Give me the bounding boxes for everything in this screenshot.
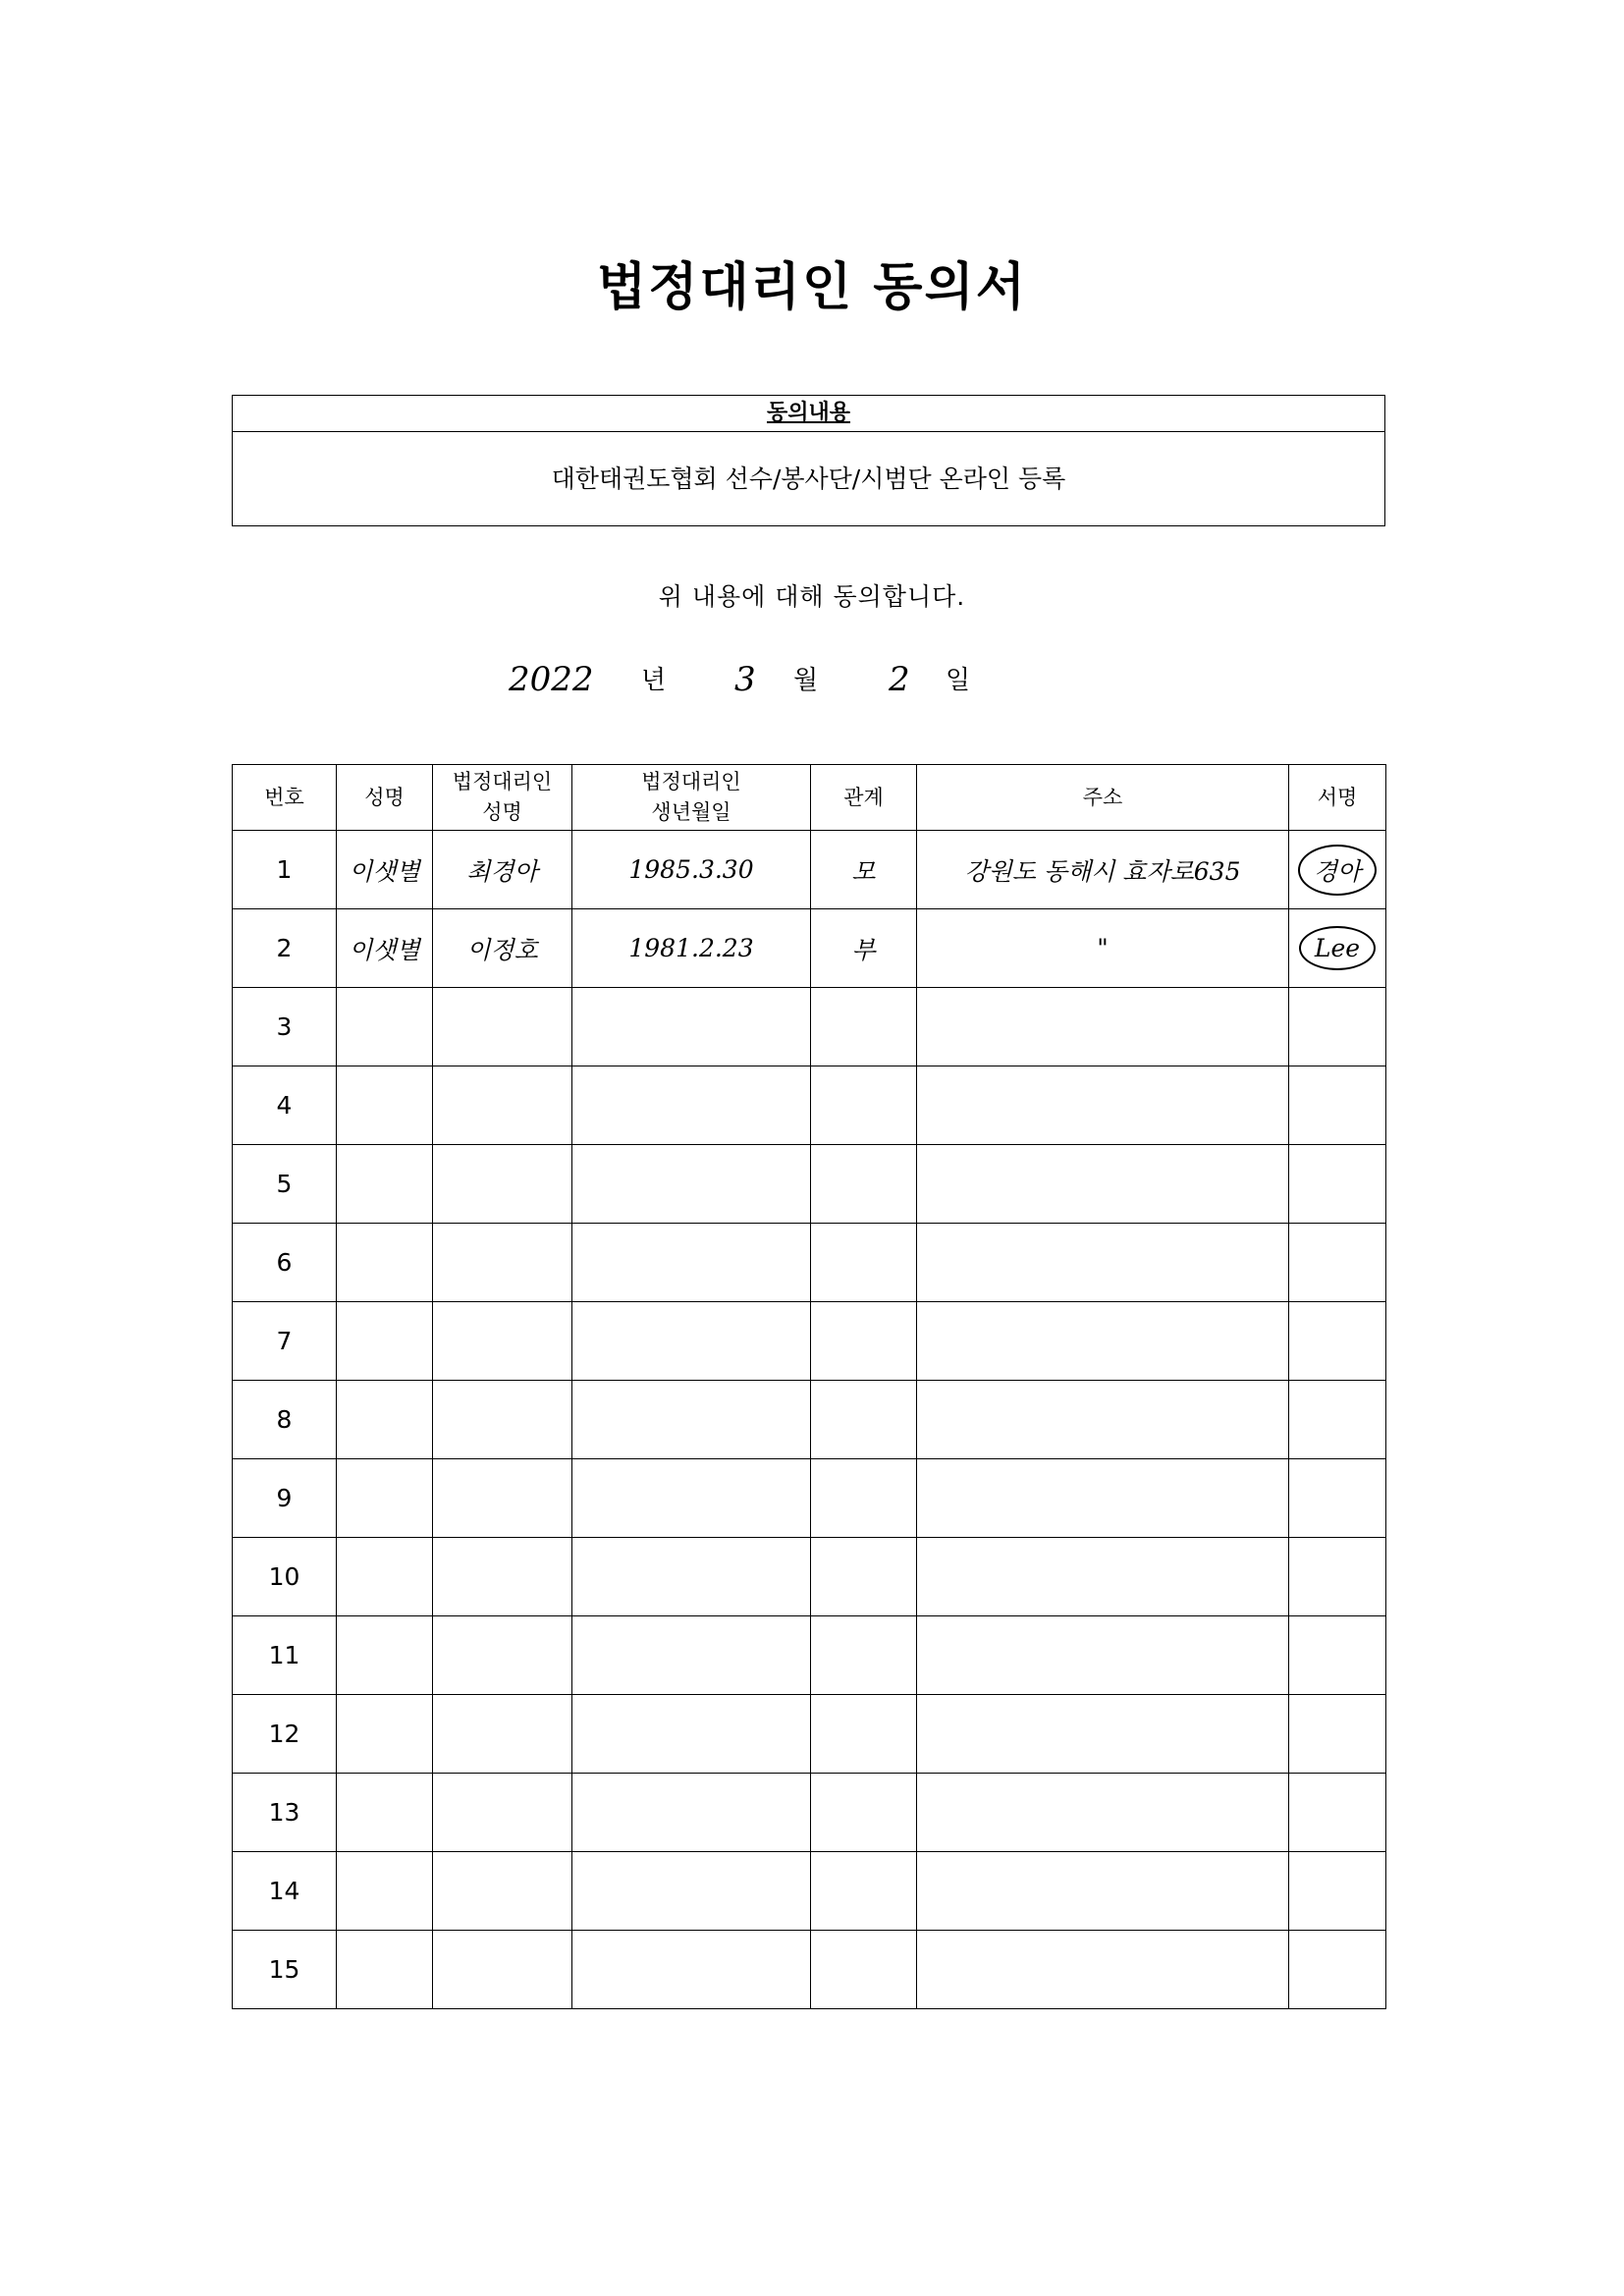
- cell-signature: [1289, 1302, 1386, 1381]
- cell-no: 11: [233, 1616, 337, 1695]
- cell-signature: [1289, 1459, 1386, 1538]
- cell-no: 14: [233, 1852, 337, 1931]
- cell-guardian-birth: 1985.3.30: [572, 831, 811, 909]
- cell-name: [337, 1145, 433, 1224]
- table-row: [233, 1302, 1386, 1381]
- cell-address: [917, 988, 1289, 1066]
- date-month: 3: [734, 660, 756, 699]
- cell-relation: [811, 1224, 917, 1302]
- cell-name: [337, 1931, 433, 2009]
- cell-guardian-birth: [572, 1538, 811, 1616]
- cell-no: 5: [233, 1145, 337, 1224]
- cell-relation: [811, 988, 917, 1066]
- cell-name: [337, 1852, 433, 1931]
- cell-name: [337, 1381, 433, 1459]
- cell-name: [337, 1538, 433, 1616]
- cell-signature: [1289, 1145, 1386, 1224]
- cell-relation: [811, 1695, 917, 1774]
- guardian-table: [232, 764, 1386, 2009]
- cell-guardian-name: [433, 1459, 572, 1538]
- cell-name: [337, 988, 433, 1066]
- cell-address: [917, 1066, 1289, 1145]
- cell-guardian-name: [433, 1224, 572, 1302]
- table-row: [233, 1538, 1386, 1616]
- cell-relation: [811, 1381, 917, 1459]
- table-row: [233, 831, 1386, 909]
- cell-relation: [811, 1774, 917, 1852]
- table-row: [233, 1852, 1386, 1931]
- header-name: 성명: [337, 765, 433, 831]
- cell-guardian-birth: 1981.2.23: [572, 909, 811, 988]
- agree-statement: 위 내용에 대해 동의합니다.: [658, 582, 966, 611]
- cell-name: [337, 1695, 433, 1774]
- cell-address: [917, 1145, 1289, 1224]
- document-title: 법정대리인 동의서: [597, 257, 1027, 317]
- cell-no: 10: [233, 1538, 337, 1616]
- cell-relation: 부: [811, 909, 917, 988]
- cell-guardian-birth: [572, 1852, 811, 1931]
- header-guardian-name: 법정대리인 성명: [433, 765, 572, 831]
- cell-address: [917, 1459, 1289, 1538]
- cell-guardian-name: [433, 1145, 572, 1224]
- cell-guardian-name: [433, 1616, 572, 1695]
- cell-guardian-name: [433, 988, 572, 1066]
- header-address: 주소: [917, 765, 1289, 831]
- cell-signature: [1289, 1852, 1386, 1931]
- cell-guardian-name: 최경아: [433, 831, 572, 909]
- cell-address: [917, 1302, 1289, 1381]
- cell-name: [337, 1459, 433, 1538]
- cell-no: 13: [233, 1774, 337, 1852]
- cell-name: [337, 1224, 433, 1302]
- cell-address: [917, 1931, 1289, 2009]
- cell-address: [917, 1695, 1289, 1774]
- cell-relation: [811, 1302, 917, 1381]
- header-signature: 서명: [1289, 765, 1386, 831]
- date-year: 2022: [509, 660, 594, 699]
- cell-no: 7: [233, 1302, 337, 1381]
- header-relation: 관계: [811, 765, 917, 831]
- date-year-label: 년: [641, 666, 667, 695]
- cell-signature: [1289, 1538, 1386, 1616]
- cell-name: [337, 1302, 433, 1381]
- cell-guardian-birth: [572, 1459, 811, 1538]
- cell-address: [917, 1774, 1289, 1852]
- cell-name: 이샛별: [337, 831, 433, 909]
- header-no: 번호: [233, 765, 337, 831]
- cell-guardian-name: [433, 1774, 572, 1852]
- cell-guardian-name: [433, 1302, 572, 1381]
- cell-address: [917, 1224, 1289, 1302]
- cell-signature: [1289, 831, 1386, 909]
- cell-guardian-birth: [572, 1381, 811, 1459]
- cell-name: [337, 1774, 433, 1852]
- table-header-row: [233, 765, 1386, 831]
- cell-no: 12: [233, 1695, 337, 1774]
- cell-no: 3: [233, 988, 337, 1066]
- cell-signature: [1289, 1224, 1386, 1302]
- cell-relation: [811, 1852, 917, 1931]
- cell-relation: [811, 1459, 917, 1538]
- cell-relation: [811, 1145, 917, 1224]
- cell-address: ": [917, 909, 1289, 988]
- date-day: 2: [889, 660, 910, 699]
- cell-signature: [1289, 1616, 1386, 1695]
- cell-address: 강원도 동해시 효자로635: [917, 831, 1289, 909]
- consent-box: [232, 395, 1385, 526]
- cell-no: 9: [233, 1459, 337, 1538]
- cell-relation: [811, 1931, 917, 2009]
- consent-header: 동의내용: [233, 396, 1384, 432]
- cell-name: [337, 1066, 433, 1145]
- cell-guardian-birth: [572, 1145, 811, 1224]
- cell-address: [917, 1852, 1289, 1931]
- cell-guardian-birth: [572, 1616, 811, 1695]
- cell-relation: 모: [811, 831, 917, 909]
- cell-guardian-name: [433, 1931, 572, 2009]
- date-month-label: 월: [793, 666, 819, 695]
- cell-signature: [1289, 1695, 1386, 1774]
- cell-guardian-birth: [572, 1774, 811, 1852]
- table-row: [233, 1459, 1386, 1538]
- cell-guardian-name: [433, 1066, 572, 1145]
- cell-address: [917, 1616, 1289, 1695]
- cell-no: 4: [233, 1066, 337, 1145]
- cell-guardian-birth: [572, 988, 811, 1066]
- date-day-label: 일: [946, 666, 971, 695]
- cell-name: 이샛별: [337, 909, 433, 988]
- signature-mark: 경아: [1298, 845, 1377, 896]
- consent-text: 대한태권도협회 선수/봉사단/시범단 온라인 등록: [551, 465, 1066, 493]
- table-row: [233, 1224, 1386, 1302]
- cell-signature: [1289, 909, 1386, 988]
- cell-address: [917, 1538, 1289, 1616]
- header-guardian-birth: 법정대리인 생년월일: [572, 765, 811, 831]
- cell-signature: [1289, 1774, 1386, 1852]
- table-row: [233, 1381, 1386, 1459]
- cell-guardian-name: [433, 1381, 572, 1459]
- cell-signature: [1289, 1931, 1386, 2009]
- cell-guardian-birth: [572, 1931, 811, 2009]
- cell-no: 2: [233, 909, 337, 988]
- table-row: [233, 1931, 1386, 2009]
- cell-guardian-name: [433, 1538, 572, 1616]
- cell-relation: [811, 1066, 917, 1145]
- cell-signature: [1289, 1381, 1386, 1459]
- table-row: [233, 1145, 1386, 1224]
- table-row: [233, 1616, 1386, 1695]
- cell-address: [917, 1381, 1289, 1459]
- cell-no: 15: [233, 1931, 337, 2009]
- cell-no: 6: [233, 1224, 337, 1302]
- cell-guardian-birth: [572, 1066, 811, 1145]
- cell-guardian-name: [433, 1695, 572, 1774]
- cell-guardian-birth: [572, 1224, 811, 1302]
- table-row: [233, 1695, 1386, 1774]
- cell-relation: [811, 1616, 917, 1695]
- cell-guardian-birth: [572, 1695, 811, 1774]
- table-row: [233, 1066, 1386, 1145]
- cell-no: 1: [233, 831, 337, 909]
- cell-relation: [811, 1538, 917, 1616]
- table-row: [233, 909, 1386, 988]
- cell-name: [337, 1616, 433, 1695]
- table-row: [233, 988, 1386, 1066]
- cell-guardian-name: 이정호: [433, 909, 572, 988]
- cell-guardian-birth: [572, 1302, 811, 1381]
- cell-signature: [1289, 1066, 1386, 1145]
- cell-guardian-name: [433, 1852, 572, 1931]
- cell-no: 8: [233, 1381, 337, 1459]
- table-row: [233, 1774, 1386, 1852]
- cell-signature: [1289, 988, 1386, 1066]
- signature-mark: Lee: [1299, 926, 1376, 970]
